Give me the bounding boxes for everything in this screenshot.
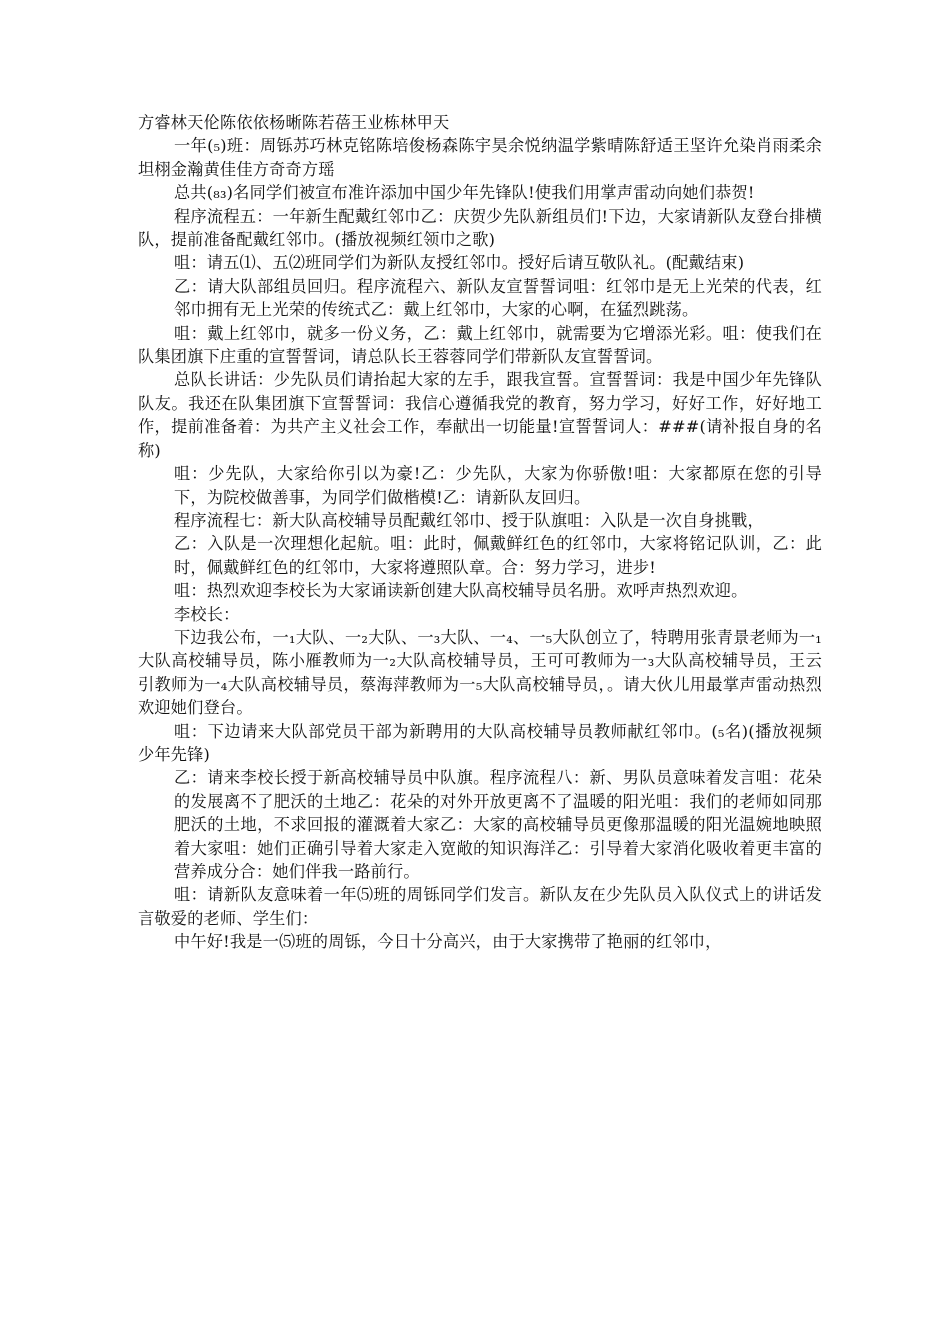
paragraph-9: 咀：少先队，大家给你引以为豪!乙：少先队，大家为你骄傲!咀：大家都原在您的引导下，为院校做善事，为同学们做楷模!乙：请新队友回归。 xyxy=(174,464,822,507)
paragraph-8: 总队长讲话：少先队员们请抬起大家的左手，跟我宣誓。宣誓誓词：我是中国少年先锋队队友。我还在队集团旗下宣誓誓词：我信心遵循我党的教育，努力学习，好好工作，好好地工作，提前准备着：为共产主义社会工作，奉献出一切能量!宣誓誓词人：###(请补报自身的名称) xyxy=(138,370,822,460)
paragraph-17: 咀：请新队友意味着一年⑸班的周铄同学们发言。新队友在少先队员入队仪式上的讲话发言敬爱的老师、学生们： xyxy=(138,885,822,928)
paragraph-2: 一年(₅)班：周铄苏巧林克铭陈培俊杨森陈宇昊余悦纳温学紫晴陈舒适王坚许允染肖雨柔余坦栩金瀚黄佳佳方奇奇方瑶 xyxy=(138,136,822,179)
paragraph-14: 下边我公布，一₁大队、一₂大队、一₃大队、一₄、一₅大队创立了，特聘用张青景老师为一₁大队高校辅导员，陈小雁教师为一₂大队高校辅导员，王可可教师为一₃大队高校辅导员，王云引教师为一₄大队高校辅导员，蔡海萍教师为一₅大队高校辅导员，。请大伙儿用最掌声雷动热烈欢迎她们登台。 xyxy=(138,627,822,718)
paragraph-15: 咀：下边请来大队部党员干部为新聘用的大队高校辅导员教师献红邻巾。(₅名)(播放视频少年先锋) xyxy=(138,721,822,764)
paragraph-11: 乙：入队是一次理想化起航。咀：此时，佩戴鲜红色的红邻巾，大家将铭记队训，乙：此时，佩戴鲜红色的红邻巾，大家将遵照队章。合：努力学习，进步! xyxy=(174,534,822,577)
paragraph-6: 乙：请大队部组员回归。程序流程六、新队友宣誓誓词咀：红邻巾是无上光荣的代表，红邻巾拥有无上光荣的传统式乙：戴上红邻巾，大家的心啊，在猛烈跳荡。 xyxy=(174,276,822,320)
paragraph-12: 咀：热烈欢迎李校长为大家诵读新创建大队高校辅导员名册。欢呼声热烈欢迎。 xyxy=(174,581,748,601)
paragraph-7: 咀：戴上红邻巾，就多一份义务，乙：戴上红邻巾，就需要为它增添光彩。咀：使我们在队集团旗下庄重的宣誓誓词，请总队长王蓉蓉同学们带新队友宣誓誓词。 xyxy=(138,323,822,367)
paragraph-18: 中午好!我是一⑸班的周铄，今日十分高兴，由于大家携带了艳丽的红邻巾， xyxy=(174,932,722,952)
document-page xyxy=(138,111,822,954)
paragraph-3: 总共(₈₃)名同学们被宣布准许添加中国少年先锋队!使我们用掌声雷动向她们恭贺! xyxy=(174,183,755,203)
paragraph-13: 李校长： xyxy=(174,604,240,624)
paragraph-5: 咀：请五⑴、五⑵班同学们为新队友授红邻巾。授好后请互敬队礼。(配戴结束) xyxy=(174,253,745,273)
paragraph-16: 乙：请来李校长授于新高校辅导员中队旗。程序流程八：新、男队员意味着发言咀：花朵的发展离不了肥沃的土地乙：花朵的对外开放更离不了温暖的阳光咀：我们的老师如同那肥沃的土地，不求回报的灌溉着大家乙：大家的高校辅导员更像那温暖的阳光温婉地映照着大家咀：她们正确引导着大家走入宽敞的知识海洋乙：引导着大家消化吸收着更丰富的营养成分合：她们伴我一路前行。 xyxy=(174,768,822,881)
paragraph-10: 程序流程七：新大队高校辅导员配戴红邻巾、授于队旗咀：入队是一次自身挑戰， xyxy=(174,510,764,530)
paragraph-1: 方睿林天伦陈依依杨晰陈若蓓王业栋林甲天 xyxy=(138,113,450,132)
paragraph-4: 程序流程五：一年新生配戴红邻巾乙：庆贺少先队新组员们!下边，大家请新队友登台排横队，提前准备配戴红邻巾。(播放视频红领巾之歌) xyxy=(138,206,822,250)
